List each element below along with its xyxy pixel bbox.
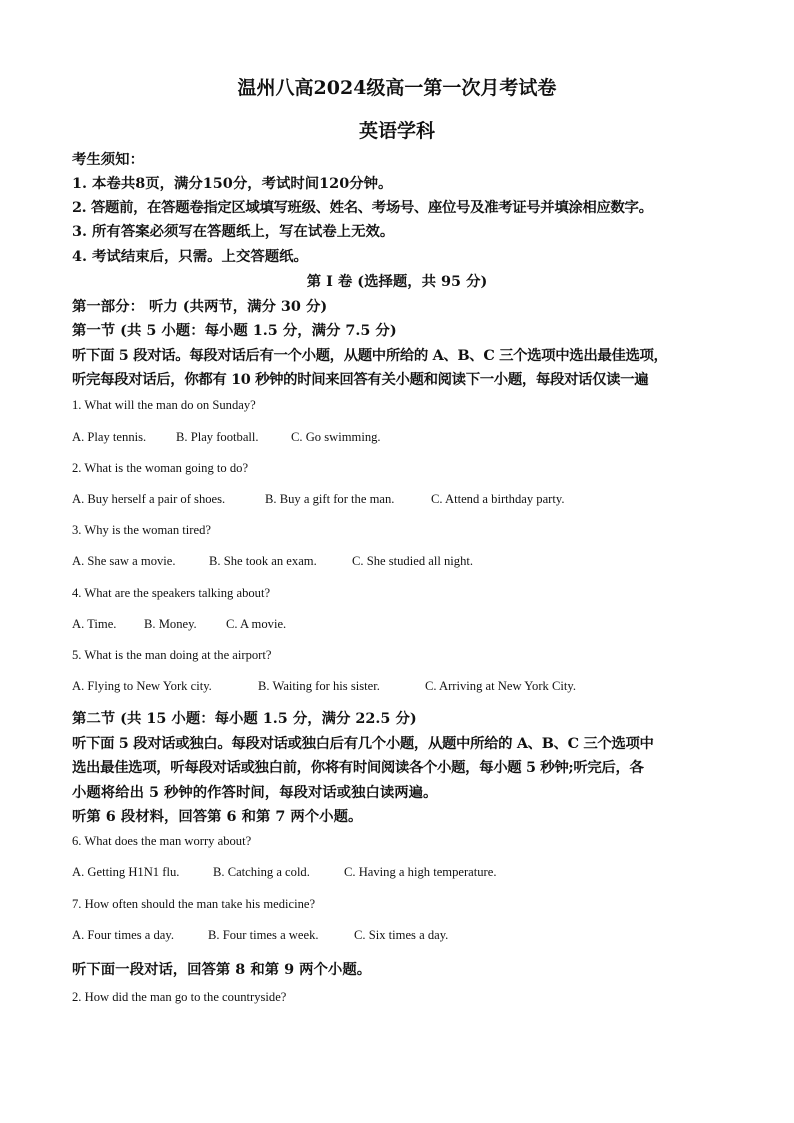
question-stem: 2. What is the woman going to do?: [72, 461, 249, 475]
question-stem: 3. Why is the woman tired?: [72, 523, 211, 537]
section2-instruction: 听下面 5 段对话或独白。每段对话或独白后有几个小题，从题中所给的 A、B、C 三个选项中: [72, 735, 654, 752]
option-a: A. Four times a day.: [72, 928, 175, 942]
option-b: B. Four times a week.: [208, 928, 319, 942]
section1-instruction: 听完每段对话后，你都有 10 秒钟的时间来回答有关小题和阅读下一小题，每段对话仅读一遍: [72, 371, 649, 388]
option-c: C. Go swimming.: [291, 430, 381, 444]
material-heading: 听下面一段对话，回答第 8 和第 9 两个小题。: [72, 961, 372, 978]
question-stem: 5. What is the man doing at the airport?: [72, 648, 272, 662]
material-heading: 听第 6 段材料，回答第 6 和第 7 两个小题。: [72, 808, 363, 825]
option-c: C. Six times a day.: [354, 928, 449, 942]
question-stem: 2. How did the man go to the countryside?: [72, 990, 287, 1004]
question-stem: 4. What are the speakers talking about?: [72, 586, 271, 600]
section1-title: 第一节 (共 5 小题：每小题 1.5 分，满分 7.5 分): [72, 322, 397, 339]
part1-title: 第一部分： 听力 (共两节，满分 30 分): [72, 298, 328, 315]
option-b: B. Buy a gift for the man.: [265, 492, 395, 506]
section2-title: 第二节 (共 15 小题：每小题 1.5 分，满分 22.5 分): [72, 710, 417, 727]
option-b: B. She took an exam.: [209, 554, 317, 568]
notice-item-1: 1. 本卷共8页，满分150分，考试时间120分钟。: [72, 175, 393, 192]
notice-heading: 考生须知：: [72, 151, 144, 168]
option-a: A. Flying to New York city.: [72, 679, 212, 693]
option-b: B. Play football.: [176, 430, 259, 444]
section2-instruction: 选出最佳选项，听每段对话或独白前，你将有时间阅读各个小题，每小题 5 秒钟;听完后，各: [72, 759, 644, 776]
notice-item-4: 4. 考试结束后，只需。上交答题纸。: [72, 248, 308, 265]
exam-title: 温州八高2024级高一第一次月考试卷: [237, 77, 557, 99]
section2-instruction: 小题将给出 5 秒钟的作答时间，每段对话或独白读两遍。: [72, 784, 438, 801]
option-b: B. Waiting for his sister.: [258, 679, 380, 693]
notice-item-2: 2. 答题前，在答题卷指定区域填写班级、姓名、考场号、座位号及准考证号并填涂相应数字。: [72, 199, 653, 216]
option-b: B. Catching a cold.: [213, 865, 310, 879]
option-a: A. Getting H1N1 flu.: [72, 865, 180, 879]
question-stem: 1. What will the man do on Sunday?: [72, 398, 256, 412]
option-c: C. A movie.: [226, 617, 287, 631]
notice-item-3: 3. 所有答案必须写在答题纸上，写在试卷上无效。: [72, 223, 395, 240]
option-a: A. She saw a movie.: [72, 554, 176, 568]
option-a: A. Play tennis.: [72, 430, 147, 444]
subject-title: 英语学科: [358, 120, 435, 142]
option-a: A. Buy herself a pair of shoes.: [72, 492, 226, 506]
option-b: B. Money.: [144, 617, 197, 631]
option-a: A. Time.: [72, 617, 117, 631]
question-stem: 7. How often should the man take his medicine?: [72, 897, 316, 911]
option-c: C. She studied all night.: [352, 554, 474, 568]
question-stem: 6. What does the man worry about?: [72, 834, 252, 848]
option-c: C. Attend a birthday party.: [431, 492, 565, 506]
section1-instruction: 听下面 5 段对话。每段对话后有一个小题，从题中所给的 A、B、C 三个选项中选出最佳选项，: [72, 347, 668, 364]
option-c: C. Having a high temperature.: [344, 865, 497, 879]
volume-heading: 第 I 卷 (选择题，共 95 分): [306, 273, 488, 290]
option-c: C. Arriving at New York City.: [425, 679, 577, 693]
